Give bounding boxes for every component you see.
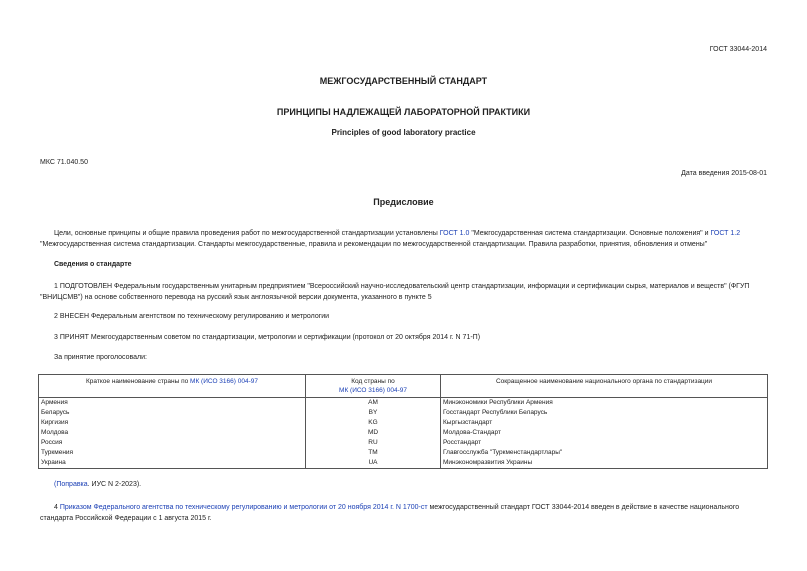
preface-text-3: "Межгосударственная система стандартизации. Стандарты межгосударственные, правила и рекомендации по межгосударственной стандартизации. Правила разработки, принятия, обновления и отмены"	[40, 241, 708, 248]
table-row	[39, 398, 768, 409]
document-code: ГОСТ 33044-2014	[709, 46, 767, 53]
column-header-code: Код страны по МК (ИСО 3166) 004-97	[306, 375, 441, 398]
cell-country: Молдова	[39, 428, 306, 438]
item-2: 2 ВНЕСЕН Федеральным агентством по техническому регулированию и метрологии	[54, 313, 330, 320]
order-link[interactable]: Приказом Федерального агентства по техническому регулированию и метрологии от 20 ноября 2014 г. N 1700-ст	[59, 504, 428, 511]
mk-iso-link[interactable]: МК (ИСО 3166) 004-97	[190, 378, 258, 385]
voting-table	[38, 374, 768, 469]
introduction-date: Дата введения 2015-08-01	[681, 170, 767, 177]
preface-text-1: Цели, основные принципы и общие правила проведения работ по межгосударственной стандартизации установлены	[54, 230, 440, 237]
cell-code: TM	[306, 448, 441, 458]
amendment-link[interactable]: (Поправка	[54, 481, 88, 488]
table-row	[39, 418, 768, 428]
cell-country: Киргизия	[39, 418, 306, 428]
cell-organization: Кыргызстандарт	[441, 418, 768, 428]
cell-code: KG	[306, 418, 441, 428]
cell-country: Беларусь	[39, 408, 306, 418]
cell-organization: Минэкономразвития Украины	[441, 458, 768, 469]
item-1: 1 ПОДГОТОВЛЕН Федеральным государственным унитарным предприятием "Всероссийский научно-исследовательский центр стандартизации, информации и сертификации сырья, материалов и веществ" (ФГУП "ВНИЦСМВ") на основе собственного перевода на русский язык англоязычной версии документа, указанного в пункте 5	[40, 283, 750, 301]
table-header-row	[39, 375, 768, 398]
item-4: 4 Приказом Федерального агентства по техническому регулированию и метрологии от 20 ноября 2014 г. N 1700-ст межгосударственный стандарт ГОСТ 33044-2014 введен в действие в качестве национального стандарта Российской Федерации с 1 августа 2015 г.	[40, 504, 740, 522]
cell-organization: Госстандарт Республики Беларусь	[441, 408, 768, 418]
cell-organization: Главгосслужба "Туркменстандартлары"	[441, 448, 768, 458]
voted-label: За принятие проголосовали:	[54, 354, 147, 361]
cell-organization: Минэкономики Республики Армения	[441, 398, 768, 409]
standard-type-title: МЕЖГОСУДАРСТВЕННЫЙ СТАНДАРТ	[319, 76, 488, 86]
table-row	[39, 408, 768, 418]
column-header-country: Краткое наименование страны по МК (ИСО 3166) 004-97	[39, 375, 306, 398]
cell-code: AM	[306, 398, 441, 409]
cell-organization: Росстандарт	[441, 438, 768, 448]
cell-code: RU	[306, 438, 441, 448]
info-heading: Сведения о стандарте	[54, 261, 132, 268]
gost-1-2-link[interactable]: ГОСТ 1.2	[710, 230, 741, 237]
amendment-note: (Поправка. ИУС N 2-2023).	[54, 481, 142, 488]
cell-code: BY	[306, 408, 441, 418]
cell-code: MD	[306, 428, 441, 438]
table-row	[39, 448, 768, 458]
standard-name-ru: ПРИНЦИПЫ НАДЛЕЖАЩЕЙ ЛАБОРАТОРНОЙ ПРАКТИКИ	[276, 107, 531, 117]
table-row	[39, 428, 768, 438]
cell-country: Армения	[39, 398, 306, 409]
cell-code: UA	[306, 458, 441, 469]
cell-organization: Молдова-Стандарт	[441, 428, 768, 438]
preface-text-2: "Межгосударственная система стандартизации. Основные положения" и	[469, 230, 711, 237]
column-header-organization: Сокращенное наименование национального органа по стандартизации	[441, 375, 768, 398]
cell-country: Украина	[39, 458, 306, 469]
item-3: 3 ПРИНЯТ Межгосударственным советом по стандартизации, метрологии и сертификации (протокол от 20 октября 2014 г. N 71-П)	[54, 334, 481, 341]
preface-paragraph	[40, 228, 770, 250]
mk-iso-link-2[interactable]: МК (ИСО 3166) 004-97	[339, 387, 407, 394]
table-row	[39, 438, 768, 448]
gost-1-0-link[interactable]: ГОСТ 1.0	[439, 230, 470, 237]
preface-heading: Предисловие	[373, 197, 434, 207]
table-row	[39, 458, 768, 469]
mks-code: МКС 71.040.50	[40, 159, 88, 166]
cell-country: Туркмения	[39, 448, 306, 458]
standard-name-en: Principles of good laboratory practice	[331, 128, 476, 137]
cell-country: Россия	[39, 438, 306, 448]
